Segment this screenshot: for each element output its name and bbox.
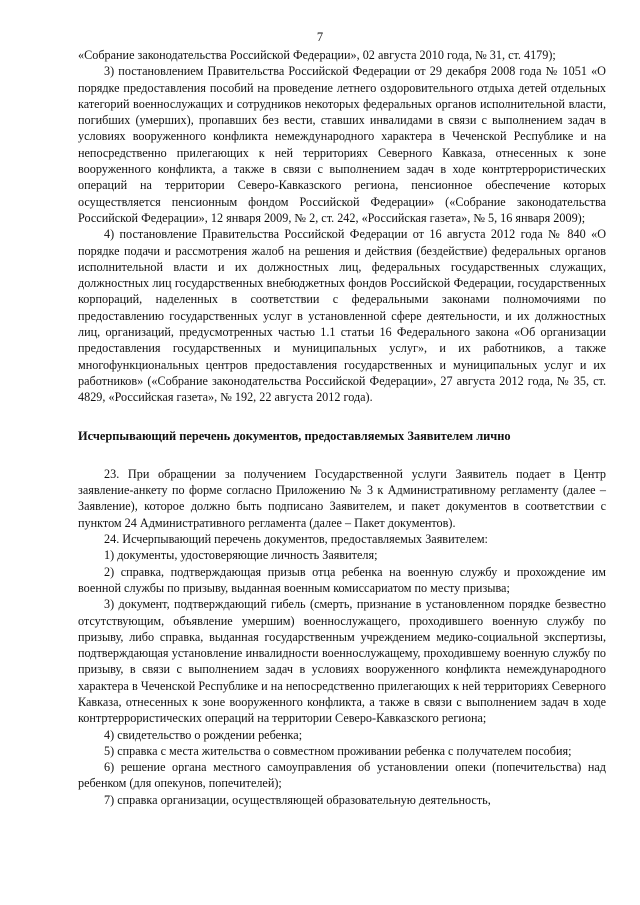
list-item-5: 5) справка с места жительства о совместном проживании ребенка с получателем пособия; [104, 743, 572, 758]
paragraph-23: 23. При обращении за получением Государственной услуги Заявитель подает в Центр заявление-анкету по форме согласно Приложению № 3 к Административному регламенту (далее – Заявление), которое должно быть подписано Заявителем, и пакет документов в соответствии с пунктом 24 Административного регламента (далее – Пакет документов). [78, 466, 606, 530]
list-item-2: 2) справка, подтверждающая призыв отца ребенка на военную службу и прохождение им военной службы по призыву, выданная военным комиссариатом по месту призыва; [78, 564, 606, 595]
paragraph-item-4: 4) постановление Правительства Российской Федерации от 16 августа 2012 года № 840 «О порядке подачи и рассмотрения жалоб на решения и действия (бездействие) федеральных органов исполнительной власти и их должностных лиц, федеральных государственных служащих, должностных лиц государственных внебюджетных фондов Российской Федерации, государственных корпораций, наделенных в соответствии с федеральными законами полномочиями по предоставлению государственных услуг в установленной сфере деятельности, и их должностных лиц, организаций, предусмотренных частью 1.1 статьи 16 Федерального закона «Об организации предоставления государственных и муниципальных услуг», и их работников, а также многофункциональных центров предоставления государственных и муниципальных услуг и их работников» («Собрание законодательства Российской Федерации», 27 августа 2012 года, № 35, ст. 4829, «Российская газета», № 192, 22 августа 2012 года). [78, 227, 606, 405]
paragraph-24: 24. Исчерпывающий перечень документов, предоставляемых Заявителем: [104, 532, 488, 547]
list-item-3: 3) документ, подтверждающий гибель (смерть, признание в установленном порядке безвестно отсутствующим, объявление умершим) военнослужащего, проходившего военную службу по призыву, либо справка, выданная государственным учреждением медико-социальной экспертизы, подтверждающая установление инвалидности военнослужащему, проходившему военную службу по призыву, в связи с выполнением задач в условиях вооруженного конфликта немеждународного характера в Чеченской Республике и на непосредственно прилегающих к ней территориях Северного Кавказа, отнесенных к зоне вооруженного конфликта, а также в связи с выполнением задач в ходе контртеррористических операций на территории Северо-Кавказского региона; [78, 597, 606, 726]
section-heading: Исчерпывающий перечень документов, предоставляемых Заявителем лично [78, 428, 511, 443]
list-item-1: 1) документы, удостоверяющие личность Заявителя; [104, 548, 378, 563]
list-item-4: 4) свидетельство о рождении ребенка; [104, 727, 303, 742]
list-item-7: 7) справка организации, осуществляющей образовательную деятельность, [104, 792, 491, 807]
paragraph-item-3: 3) постановлением Правительства Российской Федерации от 29 декабря 2008 года № 1051 «О порядке предоставления пособий на проведение летнего оздоровительного отдыха детей отдельных категорий военнослужащих и сотрудников некоторых федеральных органов исполнительной власти, погибших (умерших), пропавших без вести, ставших инвалидами в связи с выполнением задач в условиях вооруженного конфликта немеждународного характера в Чеченской Республике и на непосредственно прилегающих к ней территориях Северного Кавказа, отнесенных к зоне вооруженного конфликта, а также в связи с выполнением задач в ходе контртеррористических операций на территории Северо-Кавказского региона, пенсионное обеспечение которых осуществляется пенсионным фондом Российской Федерации» («Собрание законодательства Российской Федерации», 12 января 2009, № 2, ст. 242, «Российская газета», № 5, 16 января 2009); [78, 64, 606, 225]
page-number: 7 [316, 30, 324, 44]
paragraph-continuation: «Собрание законодательства Российской Федерации», 02 августа 2010 года, № 31, ст. 4179); [78, 48, 556, 62]
list-item-6: 6) решение органа местного самоуправления об установлении опеки (попечительства) над ребенком (для опекунов, попечителей); [78, 760, 606, 791]
document-body [78, 47, 606, 808]
